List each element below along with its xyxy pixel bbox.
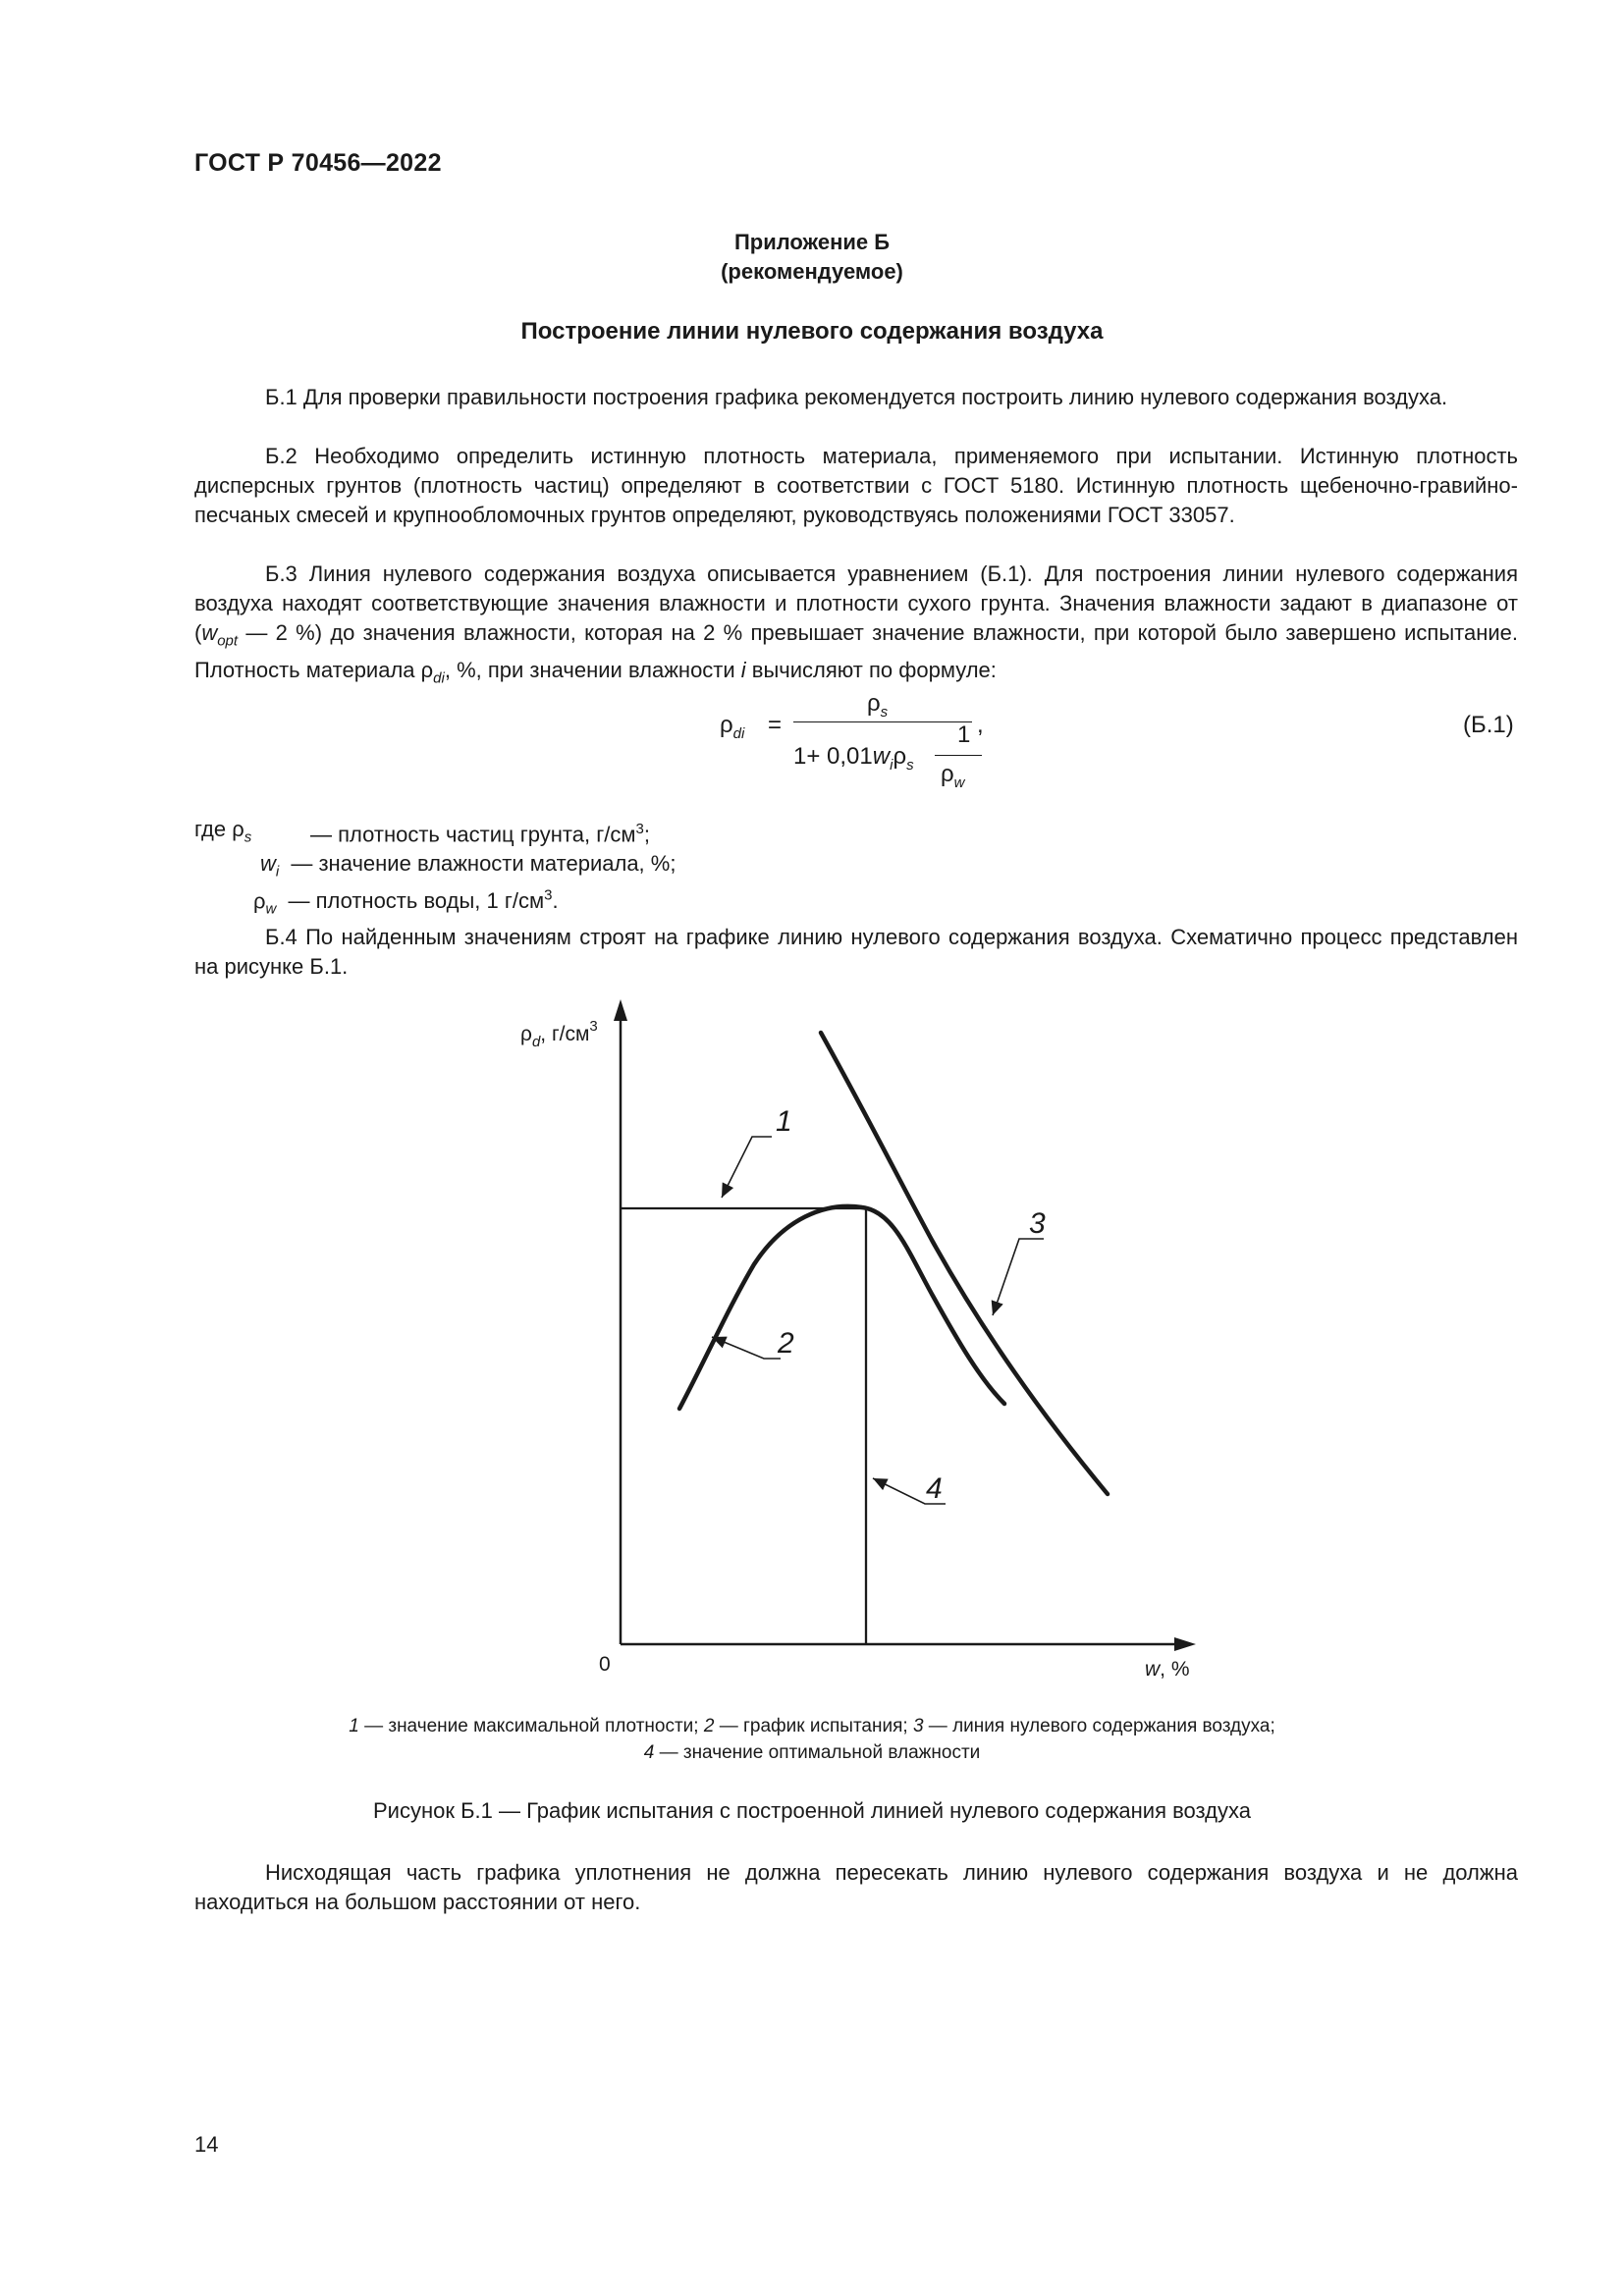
figure-legend — [0, 1713, 1624, 1766]
appendix-status: (рекомендуемое) — [721, 259, 903, 284]
paragraph-b3: Б.3 Линия нулевого содержания воздуха описывается уравнением (Б.1). Для построения линии нулевого содержания воздуха находят соответствующие значения влажности и плотности сухого грунта. Значения влажности задают в диапазоне от ($w_{opt}$ — 2 %) до значения влажности, которая на 2 % превышает значение влажности, при которой было завершено испытание. Плотность материала $\rho_{di}$, %, при значении влажности i вычисляют по формуле: — [194, 561, 1518, 687]
figure-legend-line-1: 1 — значение максимальной плотности; 2 — график испытания; 3 — линия нулевого содержания воздуха; — [349, 1716, 1275, 1736]
formula-fraction-bar — [793, 721, 972, 722]
formula-inner-numerator: 1 — [957, 721, 971, 748]
callout-3-label: 3 — [1029, 1207, 1046, 1240]
figure-b1-chart — [471, 991, 1218, 1698]
appendix-heading — [0, 228, 1624, 287]
where-rho-w: $\rho_w$ — плотность воды, 1 $г/см^3$. — [253, 887, 559, 918]
callout-2-leader — [712, 1337, 781, 1359]
formula-inner-denominator: $\rho_w$ — [941, 761, 965, 791]
paragraph-conclusion: Нисходящая часть графика уплотнения не должна пересекать линию нулевого содержания воздуха и не должна находиться на большом расстоянии от него. — [194, 1860, 1518, 1914]
paragraph-b2: Б.2 Необходимо определить истинную плотность материала, применяемого при испытании. Истинную плотность дисперсных грунтов (плотность частиц) определяют в соответствии с ГОСТ 5180. Истинную плотность щебеночно-гравийно-песчаных смесей и крупнообломочных грунтов определяют, руководствуясь положениями ГОСТ 33057. — [194, 444, 1518, 527]
appendix-title: Построение линии нулевого содержания воздуха — [520, 318, 1104, 345]
formula-b1 — [0, 692, 1624, 800]
formula-lhs: $\rho_{di}$ — [720, 712, 745, 742]
y-axis-label: $\rho_d$, $г/см^3$ — [520, 1018, 598, 1050]
formula-inner-bar — [935, 755, 982, 756]
paragraph-b1: Б.1 Для проверки правильности построения графика рекомендуется построить линию нулевого содержания воздуха. — [265, 385, 1448, 409]
formula-equals: = — [768, 712, 783, 738]
callout-4-label: 4 — [926, 1472, 943, 1505]
document-header: ГОСТ Р 70456—2022 — [194, 149, 442, 177]
where-rho-s: где $\rho_s$ — плотность частиц грунта, $г/см^3$; — [194, 817, 650, 847]
appendix-name: Приложение Б — [733, 230, 891, 254]
page-number: 14 — [194, 2132, 219, 2157]
callout-3-leader — [993, 1239, 1044, 1315]
figure-title: Рисунок Б.1 — График испытания с построенной линией нулевого содержания воздуха — [373, 1798, 1251, 1823]
where-w-i: $w_i$ — значение влажности материала, %; — [260, 851, 677, 881]
callout-1-leader — [722, 1137, 772, 1198]
figure-legend-line-2: 4 — значение оптимальной влажности — [643, 1742, 981, 1763]
formula-comma: , — [977, 712, 984, 738]
test-curve — [679, 1206, 1004, 1409]
x-axis-label: w, % — [1145, 1658, 1190, 1681]
y-axis-arrow — [614, 999, 627, 1021]
formula-numerator: $\rho_s$ — [867, 690, 889, 721]
formula-denominator: $1+ 0,01w_i\rho_s$ — [793, 743, 914, 774]
callout-2-label: 2 — [778, 1327, 794, 1360]
origin-label: 0 — [599, 1653, 611, 1676]
formula-number: (Б.1) — [1463, 712, 1514, 738]
zero-air-voids-curve — [821, 1033, 1108, 1494]
callout-1-label: 1 — [776, 1105, 792, 1138]
paragraph-b4: Б.4 По найденным значениям строят на графике линию нулевого содержания воздуха. Схематично процесс представлен на рисунке Б.1. — [194, 925, 1518, 979]
x-axis-arrow — [1174, 1637, 1196, 1651]
